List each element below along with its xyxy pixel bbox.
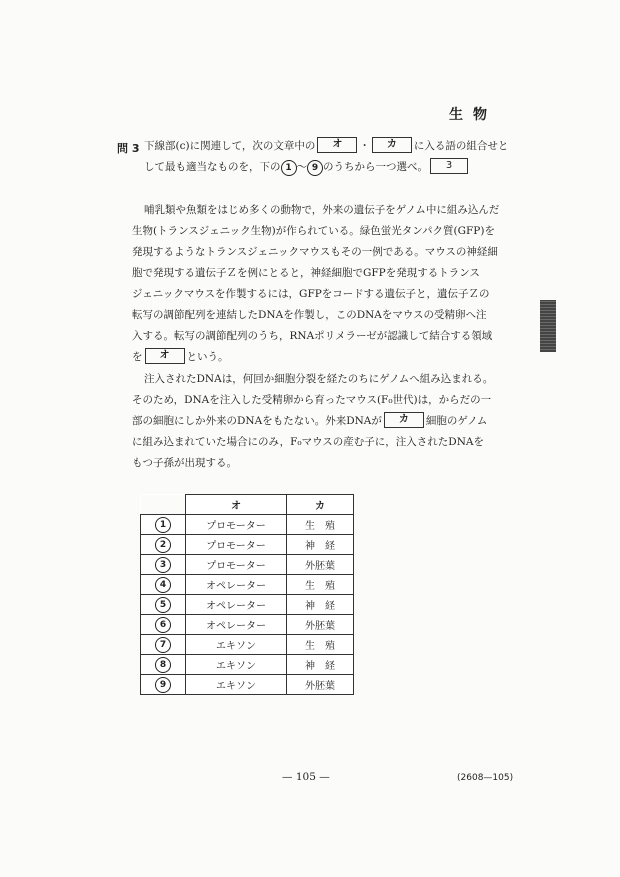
table-row [141,535,354,555]
passage-text: 細胞のゲノム [425,415,488,427]
passage-line: ジェニックマウスを作製するには，GFPをコードする遺伝子と，遺伝子Ｚの [132,288,490,300]
choice-ka-cell: 外胚葉 [287,675,354,695]
choice-ka-cell: 神 経 [287,595,354,615]
table-corner [141,495,186,515]
choice-number-circle: 1 [155,517,171,533]
answer-number-box: 3 [430,158,468,174]
choice-number-circle: 9 [307,160,323,176]
choice-ka-cell: 神 経 [287,535,354,555]
question-number: 問 3 [117,142,140,155]
blank-ka-box: カ [384,412,424,428]
choice-o-cell: エキソン [186,655,287,675]
question-text: して最も適当なものを，下の [144,161,281,173]
passage-text: 部の細胞にしか外来のDNAをもたない。外来DNAが [132,415,382,427]
passage-line: 発現するようなトランスジェニックマウスもその一例である。マウスの神経細 [132,246,498,258]
passage-line [132,412,487,430]
table-row [141,515,354,535]
range-tilde: ～ [296,161,307,173]
question-text: に入る語の組合せと [413,140,509,152]
choice-o-cell: プロモーター [186,515,287,535]
passage-line: 胞で発現する遺伝子Ｚを例にとると，神経細胞でGFPを発現するトランス [132,267,480,279]
question-line-2 [144,158,470,176]
blank-o-box: オ [145,348,185,364]
passage-line: 生物(トランスジェニック生物)が作られている。緑色蛍光タンパク質(GFP)を [132,225,495,237]
choice-number-cell [141,575,186,595]
passage-line: 哺乳類や魚類をはじめ多くの動物で，外来の遺伝子をゲノム中に組み込んだ [144,204,500,216]
choice-number-cell [141,615,186,635]
blank-o-box: オ [317,137,357,153]
question-text: 下線部(c)に関連して，次の文章中の [144,140,316,152]
table-row [141,555,354,575]
question-line-1 [144,137,508,155]
passage-line: 転写の調節配列を連結したDNAを作製し，このDNAをマウスの受精卵へ注 [132,309,487,321]
choice-number-circle: 1 [281,160,297,176]
passage-line: そのため，DNAを注入した受精卵から育ったマウス(F₀世代)は，からだの一 [132,394,492,406]
side-index-tab [540,300,556,352]
passage-line: に組み込まれていた場合にのみ，F₀マウスの産む子に，注入されたDNAを [132,436,484,448]
table-header-row [141,495,354,515]
choice-number-circle: 6 [155,617,171,633]
choice-number-circle: 3 [155,557,171,573]
choice-number-circle: 4 [155,577,171,593]
separator-dot: ・ [359,140,370,152]
choice-number-circle: 9 [155,677,171,693]
choice-number-cell [141,635,186,655]
page-number: — 105 — [282,771,330,783]
table-row [141,655,354,675]
choice-o-cell: オペレーター [186,615,287,635]
choice-o-cell: プロモーター [186,535,287,555]
table-row [141,575,354,595]
choice-ka-cell: 外胚葉 [287,555,354,575]
choice-number-cell [141,515,186,535]
choice-ka-cell: 生 殖 [287,515,354,535]
passage-text: を [132,351,143,363]
choice-number-circle: 8 [155,657,171,673]
choice-ka-cell: 生 殖 [287,635,354,655]
choice-number-cell [141,675,186,695]
choice-ka-cell: 神 経 [287,655,354,675]
table-row [141,635,354,655]
table-row [141,595,354,615]
choice-o-cell: オペレーター [186,575,287,595]
passage-line: もつ子孫が出現する。 [132,457,237,469]
choice-number-cell [141,535,186,555]
choice-o-cell: エキソン [186,675,287,695]
choice-number-cell [141,555,186,575]
choice-number-circle: 7 [155,637,171,653]
subject-title: 生物 [449,107,497,123]
column-header-ka: カ [287,495,354,515]
table-row [141,675,354,695]
choice-ka-cell: 生 殖 [287,575,354,595]
choice-number-cell [141,655,186,675]
choice-number-circle: 5 [155,597,171,613]
choice-number-cell [141,595,186,615]
blank-ka-box: カ [372,137,412,153]
passage-line: 注入されたDNAは，何回か細胞分裂を経たのちにゲノムへ組み込まれる。 [144,373,494,385]
table-row [141,615,354,635]
choice-o-cell: オペレーター [186,595,287,615]
exam-code: (2608—105) [457,773,514,783]
passage-text: という。 [186,351,229,363]
passage-line [132,348,229,366]
choice-number-circle: 2 [155,537,171,553]
passage-line: 入する。転写の調節配列のうち，RNAポリメラーゼが認識して結合する領域 [132,330,493,342]
choice-ka-cell: 外胚葉 [287,615,354,635]
column-header-o: オ [186,495,287,515]
choice-o-cell: プロモーター [186,555,287,575]
answer-choice-table [140,494,354,695]
choice-o-cell: エキソン [186,635,287,655]
question-text: のうちから一つ選べ。 [323,161,428,173]
